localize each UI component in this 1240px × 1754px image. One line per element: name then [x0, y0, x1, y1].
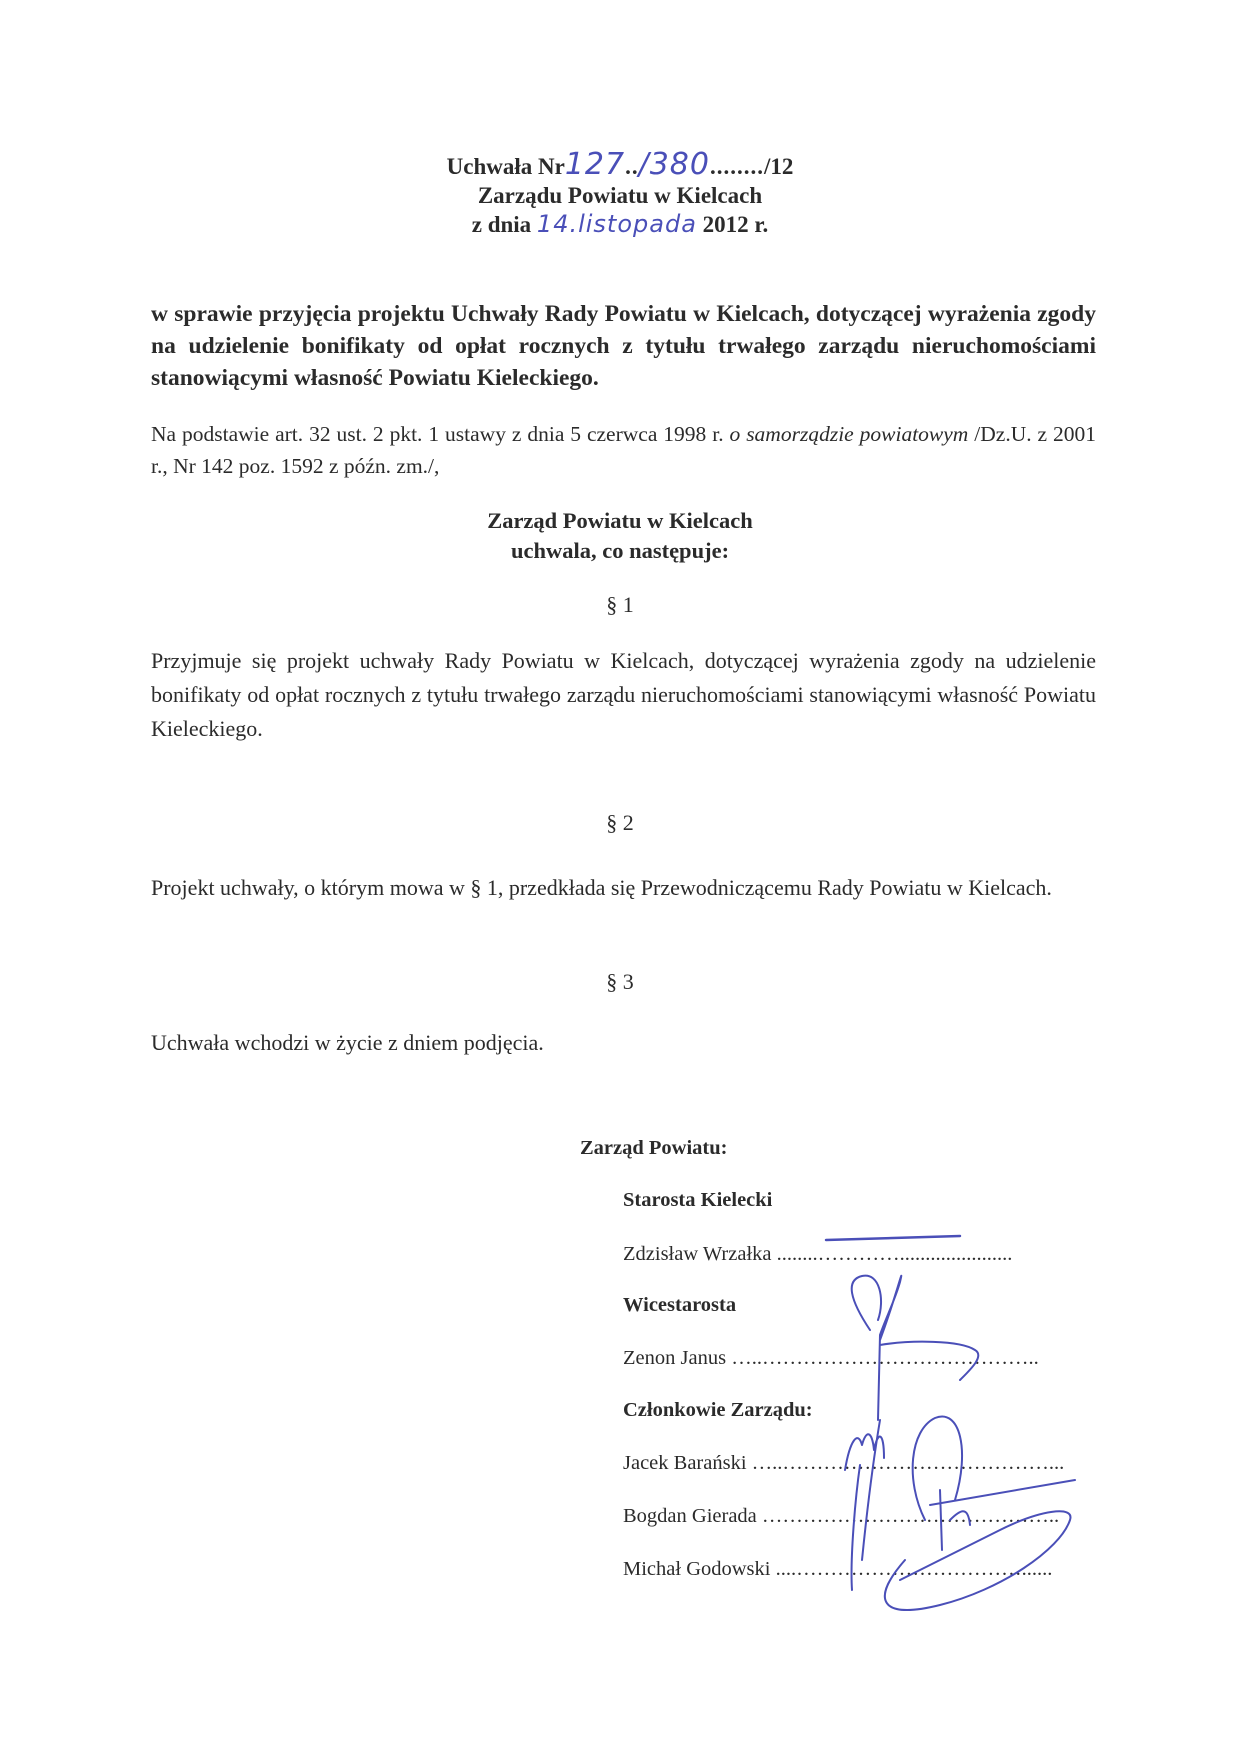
paragraph-mark-1: § 1 [606, 592, 634, 617]
wicestarosta-dots: …..………………………………….. [731, 1347, 1039, 1369]
member-name: Bogdan Gierada [623, 1505, 757, 1527]
paragraph-text-3: Uchwała wchodzi w życie z dniem podjęcia. [151, 1030, 544, 1055]
board-decides: uchwala, co następuje: [510, 538, 730, 563]
date-prefix: z dnia [471, 212, 532, 237]
wicestarosta-title: Wicestarosta [623, 1294, 737, 1316]
paragraph-mark-3: § 3 [606, 969, 634, 994]
member-name: Michał Godowski [623, 1558, 771, 1580]
handwritten-number: 127 [564, 147, 626, 182]
resolution-number-prefix: Uchwała Nr [446, 154, 565, 179]
wicestarosta-signature [852, 1276, 979, 1420]
resolution-subject: w sprawie przyjęcia projektu Uchwały Rady Powiatu w Kielcach, dotyczącej wyrażenia zgody na udzielenie bonifikaty od opłat rocznych z tytułu trwałego zarządu nieruchomościami stanowiącymi własność Powiatu Kieleckiego. [151, 301, 1096, 391]
date-year: 2012 r. [702, 212, 769, 237]
member-dots: …………………………………….. [761, 1505, 1060, 1527]
resolution-year-suffix: /12 [763, 154, 794, 179]
legal-basis-text-2: /Dz.U. z 2001 r., Nr 142 poz. 1592 z późn. zm./, [151, 422, 1096, 478]
members-title: Członkowie Zarządu: [623, 1399, 813, 1421]
member-name: Jacek Barański [623, 1452, 747, 1474]
board-name: Zarząd Powiatu w Kielcach [487, 508, 753, 533]
gierada-signature [913, 1417, 1075, 1550]
signature-heading: Zarząd Powiatu: [580, 1137, 728, 1159]
wicestarosta-name: Zenon Janus [623, 1347, 727, 1369]
issuer-line: Zarządu Powiatu w Kielcach [477, 183, 763, 208]
member-dots: ....……………………………...... [775, 1558, 1053, 1580]
godowski-signature [885, 1511, 1071, 1610]
number-dots-2: ........ [709, 154, 764, 179]
handwritten-register: /380 [638, 147, 710, 182]
starosta-name: Zdzisław Wrzałka [623, 1243, 772, 1265]
baranski-signature [845, 1420, 884, 1590]
starosta-signature [826, 1236, 960, 1240]
handwritten-date: 14.listopada [536, 210, 697, 238]
starosta-title: Starosta Kielecki [623, 1189, 773, 1211]
starosta-dots: ........…………...................... [776, 1243, 1013, 1265]
legal-basis-text-1: Na podstawie art. 32 ust. 2 pkt. 1 ustawy z dnia 5 czerwca 1998 r. [151, 422, 730, 446]
paragraph-text-1: Przyjmuje się projekt uchwały Rady Powiatu w Kielcach, dotyczącej wyrażenia zgody na udzielenie bonifikaty od opłat rocznych z tytułu trwałego zarządu nieruchomościami stanowiącymi własność Powiatu Kieleckiego. [151, 648, 1096, 741]
paragraph-text-2: Projekt uchwały, o którym mowa w § 1, przedkłada się Przewodniczącemu Rady Powiatu w Kielcach. [151, 875, 1052, 900]
number-dots: .. [625, 154, 639, 179]
member-dots: …..…………………………………... [751, 1452, 1065, 1474]
legal-basis-act-title: o samorządzie powiatowym [729, 422, 969, 446]
paragraph-mark-2: § 2 [606, 810, 634, 835]
